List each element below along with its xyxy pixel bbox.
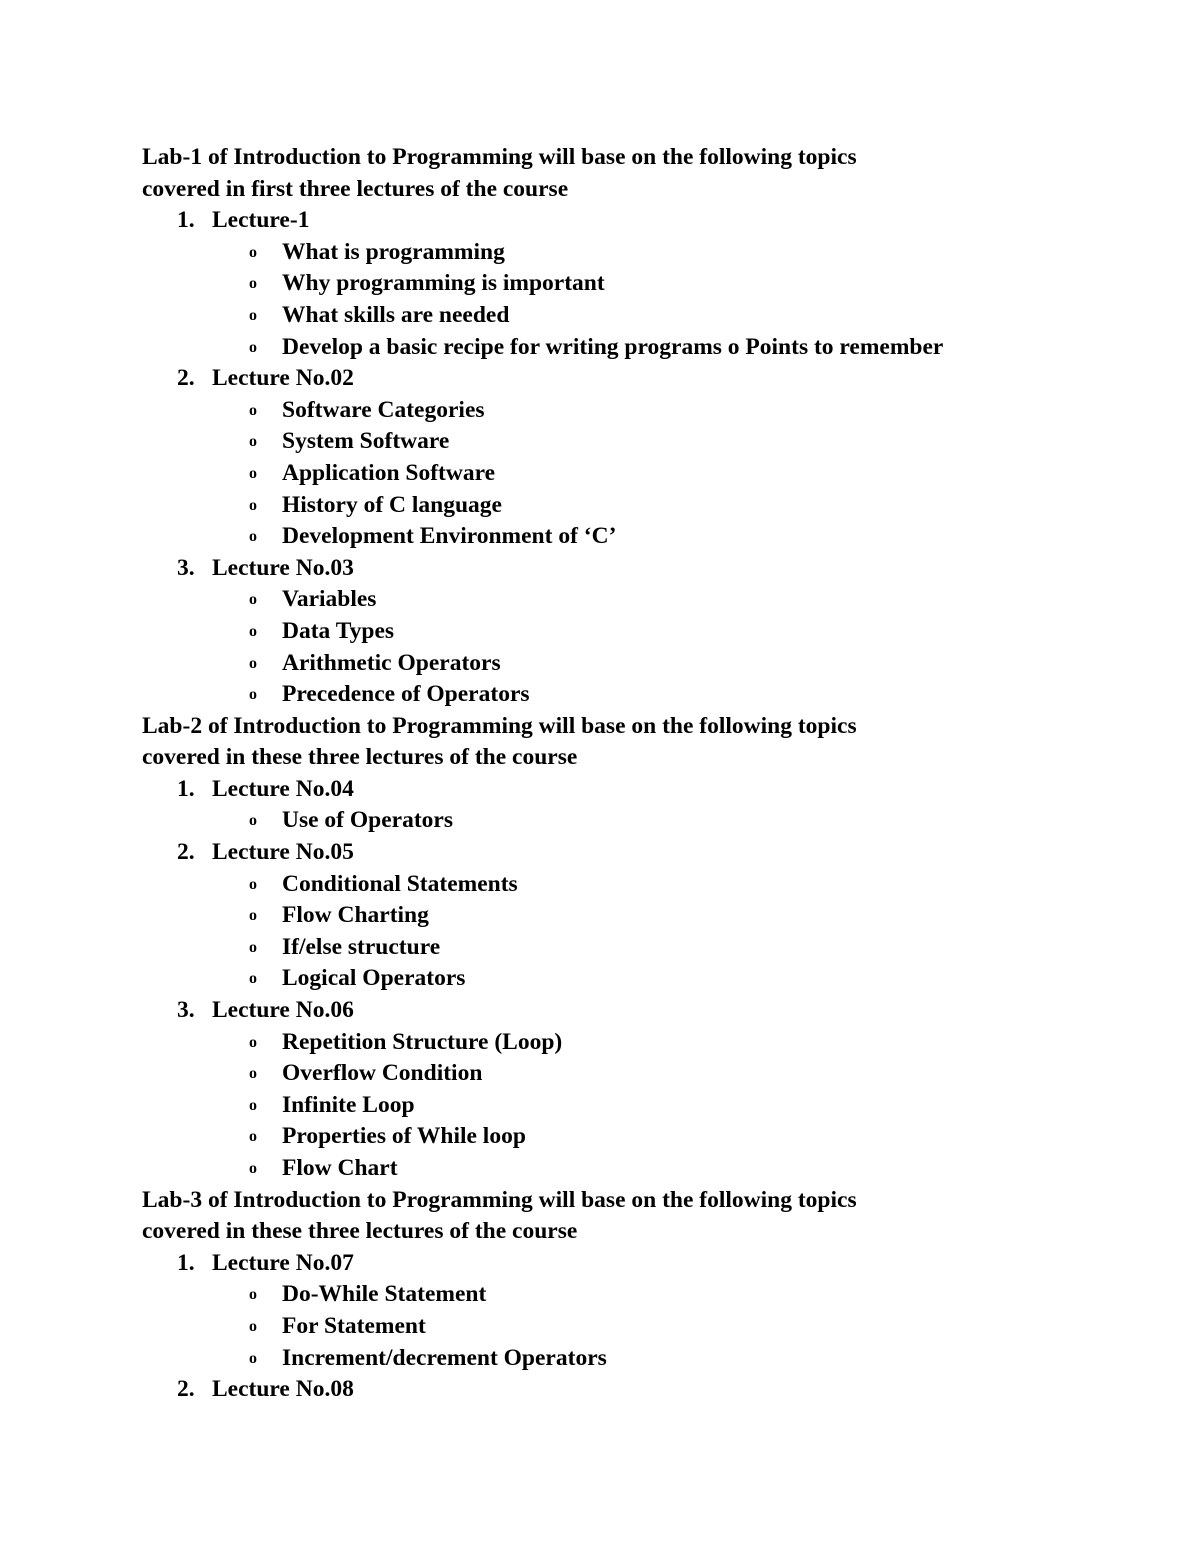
- topic-item: [142, 616, 1142, 648]
- topic-item: [142, 1343, 1142, 1375]
- bullet-icon: o: [249, 433, 257, 451]
- bullet-icon: o: [249, 591, 257, 609]
- topic-text: Properties of While loop: [282, 1123, 526, 1150]
- lecture-number: 3.: [177, 554, 195, 581]
- lecture-item: [142, 553, 1142, 585]
- lecture-number: 2.: [177, 839, 195, 866]
- topic-item: [142, 963, 1142, 995]
- topic-text: Develop a basic recipe for writing programs o Points to remember: [282, 333, 944, 360]
- topic-item: [142, 648, 1142, 680]
- lecture-title: Lecture No.06: [212, 997, 354, 1024]
- topic-text: Application Software: [282, 459, 496, 486]
- topic-item: [142, 395, 1142, 427]
- bullet-icon: o: [249, 528, 257, 546]
- lab-heading-continued: covered in these three lectures of the course: [142, 744, 578, 771]
- topic-item: [142, 1279, 1142, 1311]
- topic-text: Overflow Condition: [282, 1060, 483, 1087]
- lecture-number: 1.: [177, 775, 195, 802]
- topic-item: [142, 679, 1142, 711]
- lab-heading: Lab-2 of Introduction to Programming will base on the following topics: [142, 712, 857, 739]
- topic-text: Use of Operators: [282, 807, 453, 834]
- bullet-icon: o: [249, 1317, 257, 1335]
- topic-text: What is programming: [282, 238, 505, 265]
- topic-text: Development Environment of ‘C’: [282, 523, 617, 550]
- topic-item: [142, 1311, 1142, 1343]
- topic-text: Precedence of Operators: [282, 681, 530, 708]
- bullet-icon: o: [249, 970, 257, 988]
- lecture-number: 1.: [177, 1249, 195, 1276]
- topic-item: [142, 490, 1142, 522]
- topic-item: [142, 521, 1142, 553]
- bullet-icon: o: [249, 306, 257, 324]
- lecture-item: [142, 774, 1142, 806]
- lab-heading-continued: covered in first three lectures of the course: [142, 175, 569, 202]
- bullet-icon: o: [249, 907, 257, 925]
- topic-text: Flow Charting: [282, 902, 429, 929]
- bullet-icon: o: [249, 1128, 257, 1146]
- bullet-icon: o: [249, 622, 257, 640]
- topic-item: [142, 805, 1142, 837]
- lecture-item: [142, 1374, 1142, 1406]
- lecture-item: [142, 995, 1142, 1027]
- topic-text: For Statement: [282, 1312, 426, 1339]
- topic-item: [142, 900, 1142, 932]
- topic-item: [142, 1090, 1142, 1122]
- topic-item: [142, 458, 1142, 490]
- lab-heading: Lab-3 of Introduction to Programming will base on the following topics: [142, 1186, 857, 1213]
- lecture-item: [142, 205, 1142, 237]
- bullet-icon: o: [249, 1065, 257, 1083]
- bullet-icon: o: [249, 1096, 257, 1114]
- bullet-icon: o: [249, 1286, 257, 1304]
- topic-item: [142, 300, 1142, 332]
- bullet-icon: o: [249, 464, 257, 482]
- topic-text: Data Types: [282, 617, 395, 644]
- lecture-item: [142, 1248, 1142, 1280]
- topic-item: [142, 869, 1142, 901]
- lecture-title: Lecture No.04: [212, 775, 354, 802]
- bullet-icon: o: [249, 812, 257, 830]
- lecture-title: Lecture No.02: [212, 365, 354, 392]
- lecture-item: [142, 837, 1142, 869]
- bullet-icon: o: [249, 1160, 257, 1177]
- lecture-title: Lecture No.03: [212, 554, 354, 581]
- topic-text: Conditional Statements: [282, 870, 518, 897]
- topic-item: [142, 332, 1142, 364]
- topic-text: What skills are needed: [282, 301, 510, 328]
- topic-item: [142, 1058, 1142, 1090]
- lecture-title: Lecture No.05: [212, 839, 354, 866]
- topic-text: Variables: [282, 586, 377, 613]
- bullet-icon: o: [249, 938, 257, 956]
- bullet-icon: o: [249, 1349, 257, 1367]
- lecture-number: 2.: [177, 1376, 195, 1403]
- bullet-icon: o: [249, 654, 257, 672]
- topic-text: History of C language: [282, 491, 502, 518]
- lecture-item: [142, 363, 1142, 395]
- lecture-number: 2.: [177, 365, 195, 392]
- topic-item: [142, 584, 1142, 616]
- lecture-number: 3.: [177, 997, 195, 1024]
- topic-text: Why programming is important: [282, 270, 605, 297]
- bullet-icon: o: [249, 686, 257, 704]
- bullet-icon: o: [249, 275, 257, 293]
- lecture-title: Lecture-1: [212, 207, 310, 234]
- topic-item: [142, 426, 1142, 458]
- lecture-title: Lecture No.08: [212, 1376, 354, 1403]
- bullet-icon: o: [249, 401, 257, 419]
- topic-item: [142, 1153, 1142, 1185]
- topic-text: Logical Operators: [282, 965, 466, 992]
- topic-text: System Software: [282, 428, 450, 455]
- lecture-number: 1.: [177, 207, 195, 234]
- topic-text: Infinite Loop: [282, 1091, 415, 1118]
- topic-text: Do-While Statement: [282, 1281, 487, 1308]
- topic-item: [142, 1027, 1142, 1059]
- topic-text: If/else structure: [282, 933, 441, 960]
- lecture-title: Lecture No.07: [212, 1249, 354, 1276]
- bullet-icon: o: [249, 243, 257, 261]
- lab-heading: Lab-1 of Introduction to Programming will base on the following topics: [142, 144, 857, 170]
- topic-item: [142, 268, 1142, 300]
- topic-text: Arithmetic Operators: [282, 649, 501, 676]
- bullet-icon: o: [249, 338, 257, 356]
- lab-heading-continued: covered in these three lectures of the course: [142, 1218, 578, 1245]
- document-body: [142, 142, 1142, 1406]
- topic-text: Repetition Structure (Loop): [282, 1028, 563, 1055]
- topic-item: [142, 1121, 1142, 1153]
- topic-text: Increment/decrement Operators: [282, 1344, 607, 1371]
- bullet-icon: o: [249, 1033, 257, 1051]
- bullet-icon: o: [249, 875, 257, 893]
- topic-text: Software Categories: [282, 396, 485, 423]
- bullet-icon: o: [249, 496, 257, 514]
- topic-item: [142, 932, 1142, 964]
- topic-text: Flow Chart: [282, 1155, 398, 1181]
- topic-item: [142, 237, 1142, 269]
